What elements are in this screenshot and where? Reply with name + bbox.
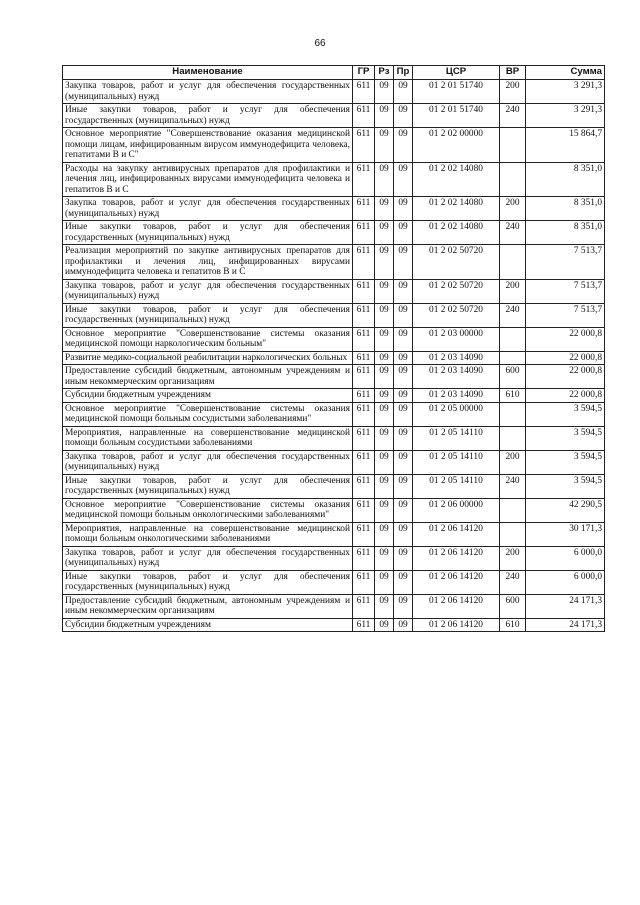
cell-vr — [500, 402, 526, 426]
page-number: 66 — [314, 38, 326, 49]
table-row — [63, 522, 605, 546]
cell-rz: 09 — [375, 450, 394, 474]
cell-sum: 6 000,0 — [526, 570, 605, 594]
table-row — [63, 104, 605, 128]
cell-name: Основное мероприятие "Совершенствование системы оказания медицинской помощи наркологическим больным" — [63, 327, 353, 351]
cell-name: Иные закупки товаров, работ и услуг для обеспечения государственных (муниципальных) нужд — [63, 474, 353, 498]
header-gr: ГР — [353, 66, 375, 80]
table-row — [63, 245, 605, 280]
cell-gr: 611 — [353, 618, 375, 632]
cell-vr: 200 — [500, 279, 526, 303]
cell-sum: 3 594,5 — [526, 426, 605, 450]
cell-pr: 09 — [394, 221, 413, 245]
cell-name: Основное мероприятие "Совершенствование системы оказания медицинской помощи больным сосудистыми заболеваниями" — [63, 402, 353, 426]
cell-rz: 09 — [375, 351, 394, 365]
cell-sum: 3 594,5 — [526, 474, 605, 498]
budget-table — [62, 65, 605, 632]
table-row — [63, 450, 605, 474]
cell-name: Иные закупки товаров, работ и услуг для обеспечения государственных (муниципальных) нужд — [63, 570, 353, 594]
cell-sum: 22 000,8 — [526, 327, 605, 351]
cell-pr: 09 — [394, 197, 413, 221]
cell-pr: 09 — [394, 279, 413, 303]
cell-vr — [500, 327, 526, 351]
cell-gr: 611 — [353, 303, 375, 327]
header-vr: ВР — [500, 66, 526, 80]
cell-rz: 09 — [375, 327, 394, 351]
header-csr: ЦСР — [413, 66, 500, 80]
cell-csr: 01 2 06 14120 — [413, 570, 500, 594]
cell-name: Предоставление субсидий бюджетным, автономным учреждениям и иным некоммерческим организациям — [63, 365, 353, 389]
cell-pr: 09 — [394, 80, 413, 104]
cell-pr: 09 — [394, 522, 413, 546]
cell-vr — [500, 426, 526, 450]
cell-gr: 611 — [353, 474, 375, 498]
cell-csr: 01 2 01 51740 — [413, 80, 500, 104]
table-row — [63, 128, 605, 163]
cell-gr: 611 — [353, 498, 375, 522]
cell-name: Предоставление субсидий бюджетным, автономным учреждениям и иным некоммерческим организациям — [63, 594, 353, 618]
cell-gr: 611 — [353, 162, 375, 197]
cell-sum: 3 594,5 — [526, 450, 605, 474]
cell-csr: 01 2 05 14110 — [413, 450, 500, 474]
cell-rz: 09 — [375, 279, 394, 303]
cell-csr: 01 2 02 14080 — [413, 221, 500, 245]
cell-sum: 3 594,5 — [526, 402, 605, 426]
cell-pr: 09 — [394, 594, 413, 618]
table-row — [63, 389, 605, 403]
cell-sum: 7 513,7 — [526, 279, 605, 303]
cell-gr: 611 — [353, 327, 375, 351]
cell-rz: 09 — [375, 594, 394, 618]
cell-rz: 09 — [375, 426, 394, 450]
cell-csr: 01 2 02 50720 — [413, 245, 500, 280]
cell-sum: 8 351,0 — [526, 221, 605, 245]
cell-sum: 8 351,0 — [526, 162, 605, 197]
cell-csr: 01 2 02 14080 — [413, 197, 500, 221]
cell-gr: 611 — [353, 402, 375, 426]
cell-vr: 240 — [500, 104, 526, 128]
cell-vr: 200 — [500, 80, 526, 104]
cell-pr: 09 — [394, 498, 413, 522]
cell-name: Мероприятия, направленные на совершенствование медицинской помощи больным онкологическими заболеваниями — [63, 522, 353, 546]
cell-name: Иные закупки товаров, работ и услуг для обеспечения государственных (муниципальных) нужд — [63, 104, 353, 128]
table-row — [63, 162, 605, 197]
cell-pr: 09 — [394, 303, 413, 327]
cell-pr: 09 — [394, 546, 413, 570]
cell-gr: 611 — [353, 104, 375, 128]
cell-rz: 09 — [375, 522, 394, 546]
cell-vr: 240 — [500, 474, 526, 498]
cell-gr: 611 — [353, 522, 375, 546]
cell-gr: 611 — [353, 197, 375, 221]
cell-vr — [500, 128, 526, 163]
cell-pr: 09 — [394, 245, 413, 280]
cell-pr: 09 — [394, 389, 413, 403]
cell-name: Закупка товаров, работ и услуг для обеспечения государственных (муниципальных) нужд — [63, 80, 353, 104]
cell-sum: 6 000,0 — [526, 546, 605, 570]
cell-sum: 30 171,3 — [526, 522, 605, 546]
table-row — [63, 221, 605, 245]
cell-name: Субсидии бюджетным учреждениям — [63, 389, 353, 403]
cell-sum: 22 000,8 — [526, 389, 605, 403]
cell-pr: 09 — [394, 162, 413, 197]
cell-name: Иные закупки товаров, работ и услуг для обеспечения государственных (муниципальных) нужд — [63, 303, 353, 327]
cell-vr: 600 — [500, 594, 526, 618]
cell-pr: 09 — [394, 128, 413, 163]
cell-sum: 3 291,3 — [526, 104, 605, 128]
table-row — [63, 80, 605, 104]
cell-pr: 09 — [394, 426, 413, 450]
cell-sum: 24 171,3 — [526, 618, 605, 632]
cell-sum: 22 000,8 — [526, 351, 605, 365]
cell-pr: 09 — [394, 365, 413, 389]
cell-sum: 42 290,5 — [526, 498, 605, 522]
cell-name: Расходы на закупку антивирусных препаратов для профилактики и лечения лиц, инфицированных вирусами иммунодефицита человека и гепатитов В и С — [63, 162, 353, 197]
cell-vr: 610 — [500, 389, 526, 403]
cell-vr: 240 — [500, 303, 526, 327]
cell-sum: 3 291,3 — [526, 80, 605, 104]
cell-name: Закупка товаров, работ и услуг для обеспечения государственных (муниципальных) нужд — [63, 546, 353, 570]
table-header-row — [63, 66, 605, 80]
cell-rz: 09 — [375, 389, 394, 403]
table-row — [63, 327, 605, 351]
cell-rz: 09 — [375, 474, 394, 498]
cell-rz: 09 — [375, 365, 394, 389]
cell-csr: 01 2 01 51740 — [413, 104, 500, 128]
cell-csr: 01 2 06 00000 — [413, 498, 500, 522]
cell-gr: 611 — [353, 365, 375, 389]
cell-csr: 01 2 06 14120 — [413, 546, 500, 570]
cell-vr: 200 — [500, 197, 526, 221]
cell-sum: 7 513,7 — [526, 303, 605, 327]
cell-rz: 09 — [375, 104, 394, 128]
cell-pr: 09 — [394, 104, 413, 128]
cell-vr — [500, 522, 526, 546]
cell-gr: 611 — [353, 351, 375, 365]
cell-vr — [500, 162, 526, 197]
cell-gr: 611 — [353, 279, 375, 303]
cell-csr: 01 2 05 14110 — [413, 474, 500, 498]
cell-gr: 611 — [353, 570, 375, 594]
header-rz: Рз — [375, 66, 394, 80]
cell-csr: 01 2 03 14090 — [413, 365, 500, 389]
cell-csr: 01 2 06 14120 — [413, 594, 500, 618]
cell-gr: 611 — [353, 389, 375, 403]
cell-gr: 611 — [353, 128, 375, 163]
cell-vr: 600 — [500, 365, 526, 389]
cell-csr: 01 2 06 14120 — [413, 522, 500, 546]
cell-csr: 01 2 03 14090 — [413, 351, 500, 365]
table-row — [63, 570, 605, 594]
table-row — [63, 618, 605, 632]
cell-gr: 611 — [353, 426, 375, 450]
cell-vr — [500, 351, 526, 365]
cell-rz: 09 — [375, 546, 394, 570]
table-row — [63, 279, 605, 303]
cell-pr: 09 — [394, 474, 413, 498]
table-row — [63, 351, 605, 365]
header-name: Наименование — [63, 66, 353, 80]
cell-name: Основное мероприятие "Совершенствование системы оказания медицинской помощи больным онкологическими заболеваниями" — [63, 498, 353, 522]
header-sum: Сумма — [526, 66, 605, 80]
cell-csr: 01 2 02 00000 — [413, 128, 500, 163]
table-body — [63, 80, 605, 632]
cell-name: Иные закупки товаров, работ и услуг для обеспечения государственных (муниципальных) нужд — [63, 221, 353, 245]
cell-csr: 01 2 06 14120 — [413, 618, 500, 632]
cell-csr: 01 2 03 14090 — [413, 389, 500, 403]
cell-rz: 09 — [375, 402, 394, 426]
cell-name: Закупка товаров, работ и услуг для обеспечения государственных (муниципальных) нужд — [63, 197, 353, 221]
cell-rz: 09 — [375, 221, 394, 245]
cell-vr: 200 — [500, 450, 526, 474]
cell-name: Мероприятия, направленные на совершенствование медицинской помощи больным сосудистыми заболеваниями — [63, 426, 353, 450]
cell-sum: 8 351,0 — [526, 197, 605, 221]
cell-rz: 09 — [375, 197, 394, 221]
cell-csr: 01 2 03 00000 — [413, 327, 500, 351]
cell-sum: 24 171,3 — [526, 594, 605, 618]
cell-csr: 01 2 02 50720 — [413, 303, 500, 327]
cell-pr: 09 — [394, 450, 413, 474]
table-row — [63, 594, 605, 618]
cell-csr: 01 2 02 50720 — [413, 279, 500, 303]
header-pr: Пр — [394, 66, 413, 80]
cell-pr: 09 — [394, 402, 413, 426]
table-row — [63, 197, 605, 221]
table-row — [63, 498, 605, 522]
cell-rz: 09 — [375, 245, 394, 280]
cell-gr: 611 — [353, 594, 375, 618]
cell-gr: 611 — [353, 221, 375, 245]
cell-rz: 09 — [375, 618, 394, 632]
cell-vr: 610 — [500, 618, 526, 632]
cell-gr: 611 — [353, 80, 375, 104]
cell-csr: 01 2 05 00000 — [413, 402, 500, 426]
table-row — [63, 546, 605, 570]
cell-sum: 15 864,7 — [526, 128, 605, 163]
cell-gr: 611 — [353, 546, 375, 570]
cell-rz: 09 — [375, 162, 394, 197]
table-row — [63, 474, 605, 498]
cell-pr: 09 — [394, 351, 413, 365]
cell-sum: 7 513,7 — [526, 245, 605, 280]
cell-name: Закупка товаров, работ и услуг для обеспечения государственных (муниципальных) нужд — [63, 279, 353, 303]
cell-rz: 09 — [375, 128, 394, 163]
cell-name: Развитие медико-социальной реабилитации наркологических больных — [63, 351, 353, 365]
table-row — [63, 402, 605, 426]
cell-name: Субсидии бюджетным учреждениям — [63, 618, 353, 632]
cell-pr: 09 — [394, 618, 413, 632]
cell-gr: 611 — [353, 245, 375, 280]
cell-csr: 01 2 05 14110 — [413, 426, 500, 450]
cell-rz: 09 — [375, 498, 394, 522]
cell-rz: 09 — [375, 303, 394, 327]
cell-vr: 240 — [500, 221, 526, 245]
cell-csr: 01 2 02 14080 — [413, 162, 500, 197]
cell-vr — [500, 498, 526, 522]
cell-vr — [500, 245, 526, 280]
cell-pr: 09 — [394, 327, 413, 351]
cell-vr: 200 — [500, 546, 526, 570]
cell-sum: 22 000,8 — [526, 365, 605, 389]
cell-name: Закупка товаров, работ и услуг для обеспечения государственных (муниципальных) нужд — [63, 450, 353, 474]
cell-name: Реализация мероприятий по закупке антивирусных препаратов для профилактики и лечения лиц, инфицированных вирусами иммунодефицита человека и гепатитов В и С — [63, 245, 353, 280]
cell-pr: 09 — [394, 570, 413, 594]
cell-rz: 09 — [375, 570, 394, 594]
cell-gr: 611 — [353, 450, 375, 474]
cell-rz: 09 — [375, 80, 394, 104]
table-row — [63, 365, 605, 389]
cell-name: Основное мероприятие "Совершенствование оказания медицинской помощи лицам, инфицированным вирусом иммунодефицита человека, гепатитами В и С" — [63, 128, 353, 163]
cell-vr: 240 — [500, 570, 526, 594]
table-row — [63, 426, 605, 450]
table-row — [63, 303, 605, 327]
